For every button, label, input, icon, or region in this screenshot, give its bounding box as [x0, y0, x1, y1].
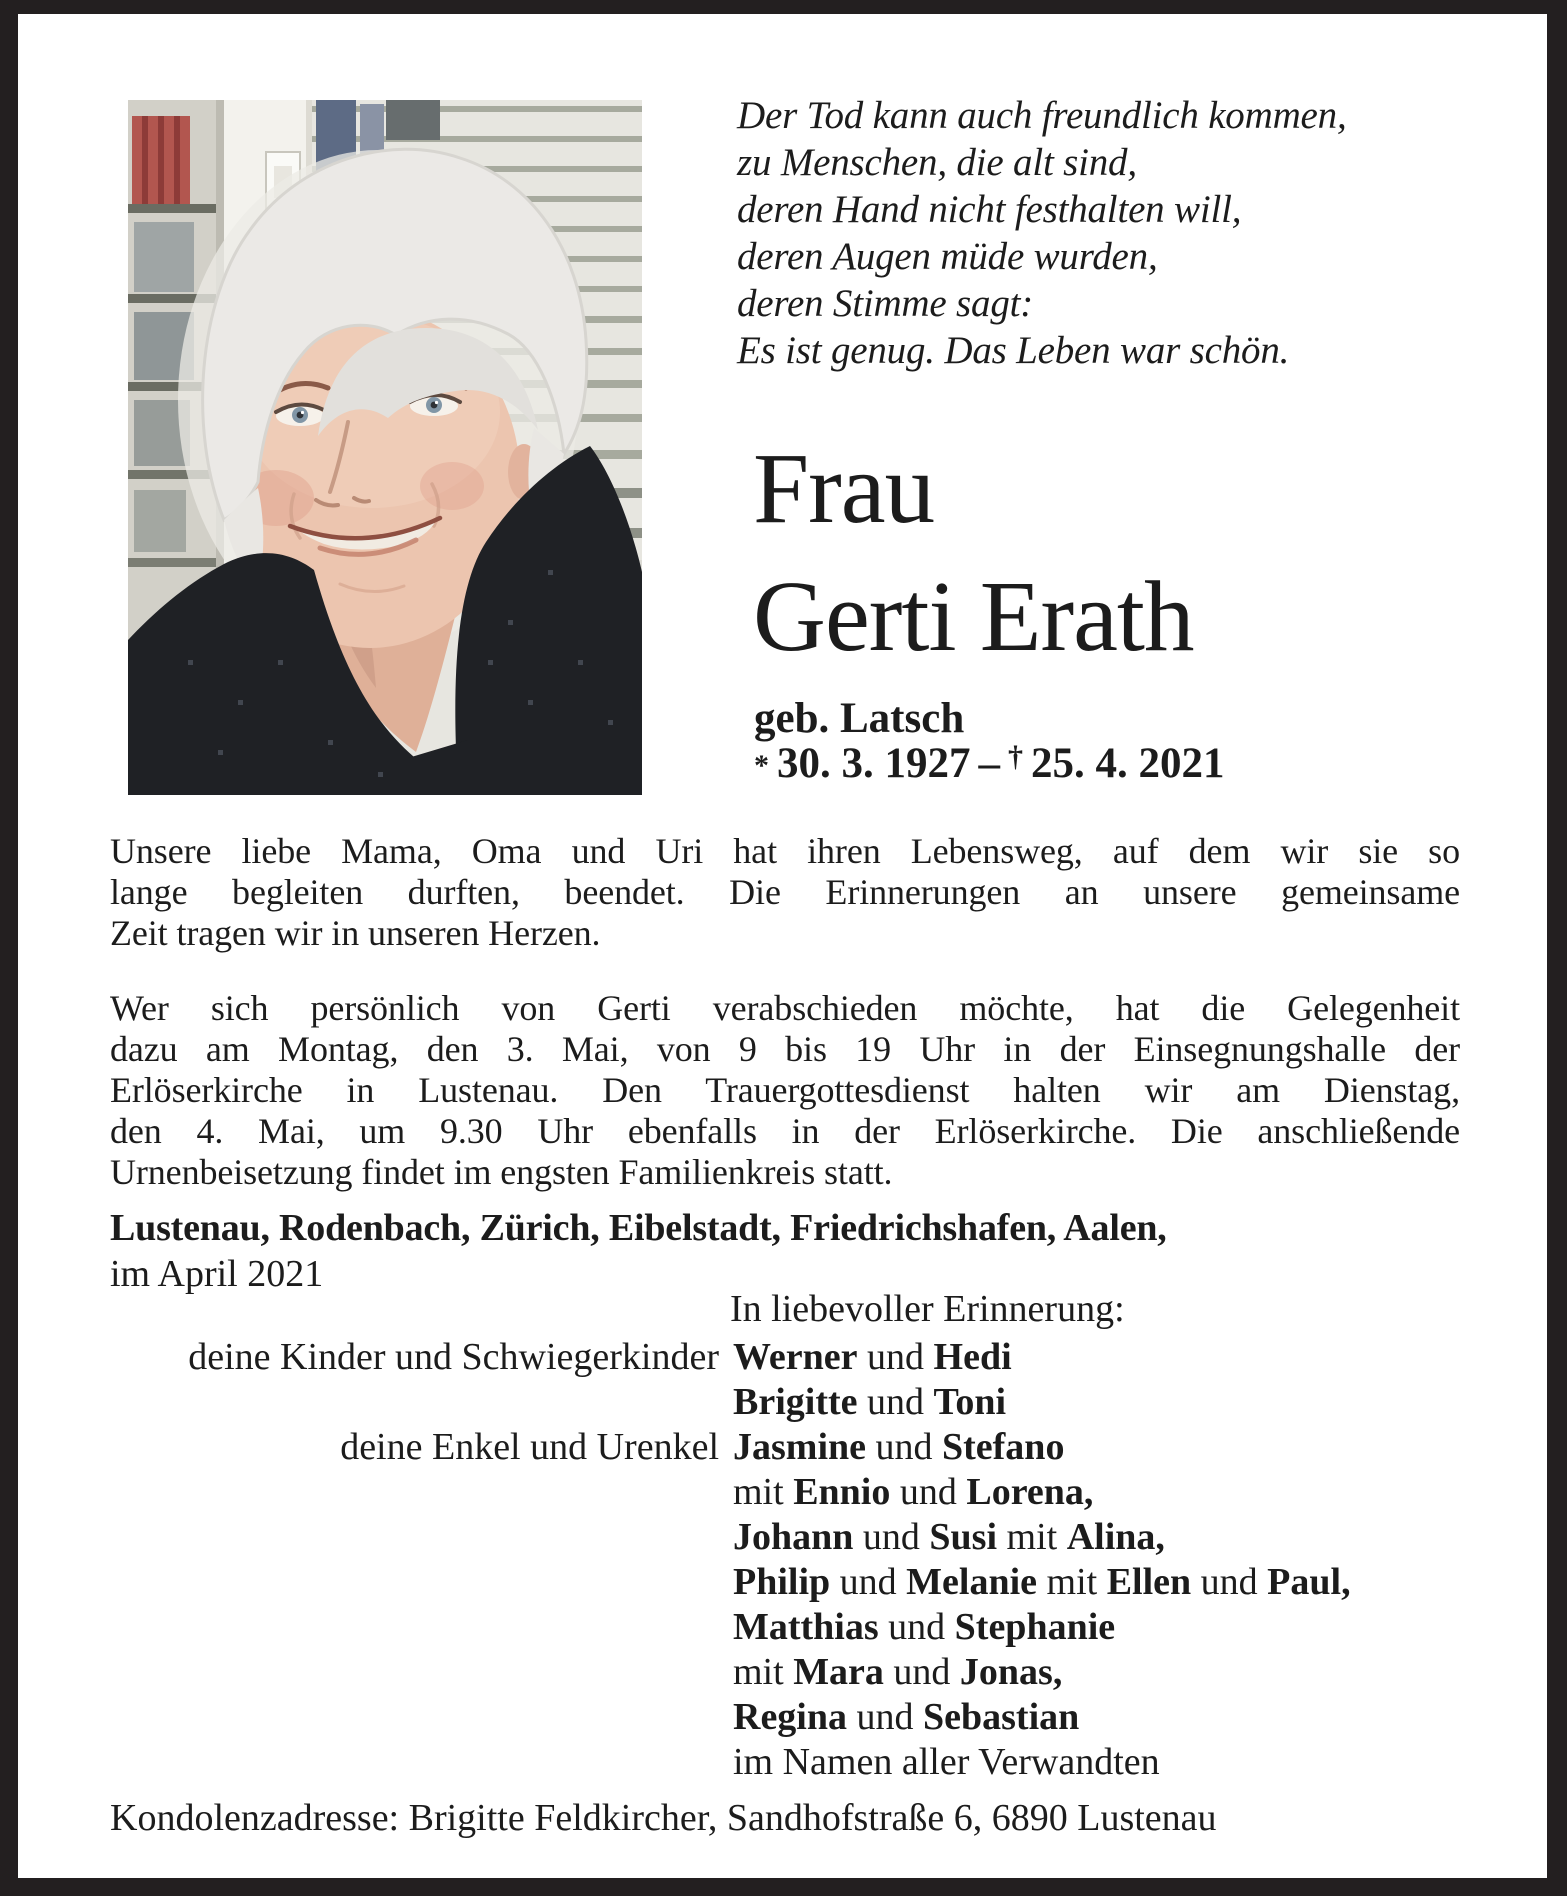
- maiden-name: geb. Latsch: [754, 695, 965, 742]
- text-line: Erlöserkirche in Lustenau. Den Trauergottesdienst halten wir am Dienstag,: [110, 1070, 1460, 1110]
- birth-date: 30. 3. 1927: [777, 740, 971, 787]
- family-row-label: [18, 1380, 719, 1425]
- born-symbol: *: [754, 749, 769, 782]
- family-row-names: Jasmine und Stefano: [733, 1426, 1065, 1468]
- full-name: Gerti Erath: [753, 560, 1194, 672]
- family-row-label: [18, 1515, 719, 1560]
- poem-line: zu Menschen, die alt sind,: [737, 141, 1137, 184]
- poem: [737, 92, 1497, 374]
- family-row-label: deine Enkel und Urenkel: [340, 1426, 719, 1468]
- family-row-names: Philip und Melanie mit Ellen und Paul,: [733, 1561, 1351, 1603]
- family-row-names: Brigitte und Toni: [733, 1381, 1007, 1423]
- poem-line: deren Stimme sagt:: [737, 282, 1034, 325]
- text-line: Zeit tragen wir in unseren Herzen.: [110, 913, 601, 953]
- family-row: [18, 1560, 1547, 1605]
- family-row: [18, 1650, 1547, 1695]
- family-row: [18, 1515, 1547, 1560]
- poem-line: Es ist genug. Das Leben war schön.: [737, 329, 1290, 372]
- family-row-label: [18, 1650, 719, 1695]
- family-row-label: [18, 1605, 719, 1650]
- date-line: im April 2021: [110, 1253, 324, 1295]
- family-row-names: Matthias und Stephanie: [733, 1606, 1116, 1648]
- death-date: 25. 4. 2021: [1031, 740, 1225, 787]
- text-line: Wer sich persönlich von Gerti verabschieden möchte, hat die Gelegenheit: [110, 988, 1460, 1028]
- text-line: Urnenbeisetzung findet im engsten Familienkreis statt.: [110, 1152, 893, 1192]
- family-row: [18, 1740, 1547, 1785]
- condolence-address: Kondolenzadresse: Brigitte Feldkircher, Sandhofstraße 6, 6890 Lustenau: [110, 1797, 1217, 1839]
- text-line: den 4. Mai, um 9.30 Uhr ebenfalls in der Erlöserkirche. Die anschließende: [110, 1111, 1460, 1151]
- places-line: Lustenau, Rodenbach, Zürich, Eibelstadt, Friedrichshafen, Aalen,: [110, 1207, 1167, 1249]
- text-line: dazu am Montag, den 3. Mai, von 9 bis 19 Uhr in der Einsegnungshalle der: [110, 1029, 1460, 1069]
- family-list: [18, 1335, 1547, 1785]
- family-row: [18, 1695, 1547, 1740]
- family-row: [18, 1605, 1547, 1650]
- family-row: [18, 1380, 1547, 1425]
- family-row-label: deine Kinder und Schwiegerkinder: [188, 1336, 719, 1378]
- obituary-sheet: [18, 14, 1547, 1878]
- poem-line: Der Tod kann auch freundlich kommen,: [737, 94, 1347, 137]
- family-row-label: [18, 1470, 719, 1515]
- salutation: Frau: [753, 432, 935, 544]
- text-line: Unsere liebe Mama, Oma und Uri hat ihren Lebensweg, auf dem wir sie so: [110, 831, 1460, 871]
- family-row-names: im Namen aller Verwandten: [733, 1741, 1160, 1783]
- poem-line: deren Augen müde wurden,: [737, 235, 1158, 278]
- remembrance-heading: In liebevoller Erinnerung:: [730, 1288, 1125, 1330]
- family-row-names: mit Mara und Jonas,: [733, 1651, 1063, 1693]
- family-row: [18, 1425, 1547, 1470]
- family-row-names: Regina und Sebastian: [733, 1696, 1080, 1738]
- portrait-photo: [128, 100, 642, 795]
- died-symbol: †: [1008, 740, 1023, 773]
- family-row-label: [18, 1560, 719, 1605]
- dates-separator: –: [978, 740, 1000, 787]
- poem-line: deren Hand nicht festhalten will,: [737, 188, 1242, 231]
- family-row-names: Johann und Susi mit Alina,: [733, 1516, 1165, 1558]
- farewell-paragraph: [110, 831, 1460, 954]
- family-row: [18, 1335, 1547, 1380]
- family-row-names: mit Ennio und Lorena,: [733, 1471, 1094, 1513]
- deceased-name: [753, 424, 1533, 680]
- text-line: lange begleiten durften, beendet. Die Erinnerungen an unsere gemeinsame: [110, 872, 1460, 912]
- family-row-label: [18, 1740, 719, 1785]
- service-paragraph: [110, 988, 1460, 1193]
- life-dates: [754, 740, 1225, 792]
- family-row: [18, 1470, 1547, 1515]
- family-row-names: Werner und Hedi: [733, 1336, 1012, 1378]
- family-row-label: [18, 1695, 719, 1740]
